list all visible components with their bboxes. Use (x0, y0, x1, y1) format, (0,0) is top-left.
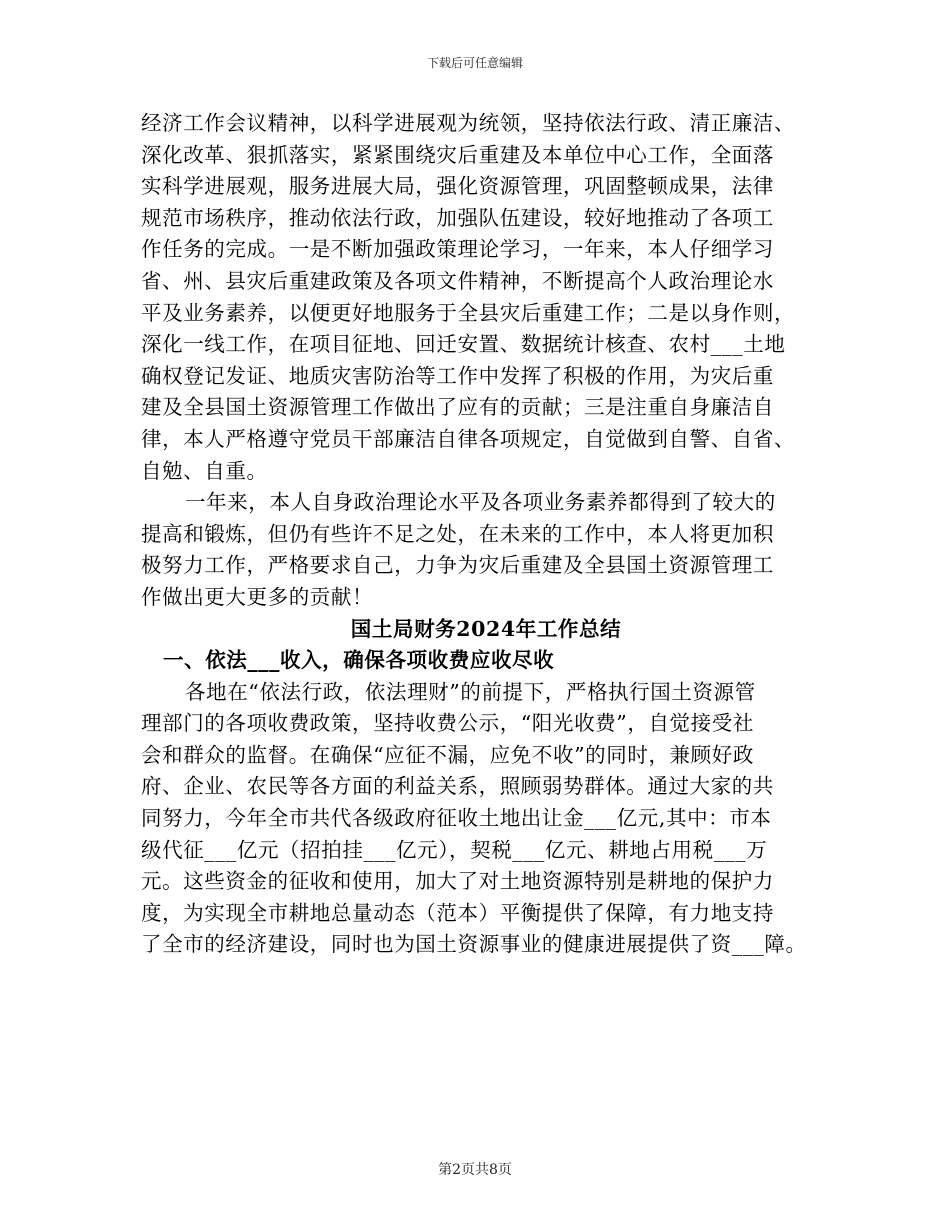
document-title: 国土局财务2024年工作总结 (350, 616, 622, 641)
header-note: 下载后可任意编辑 (426, 56, 523, 70)
body-paragraph-1: 经济工作会议精神，以科学进展观为统领，坚持依法行政、清正廉洁、 深化改革、狠抓落实，紧紧围绕灾后重建及本单位中心工作，全面落 实科学进展观，服务进展大局，强化资源管理，巩固整顿成果，法律 规范市场秩序，推动依法行政，加强队伍建设，较好地推动了各项工 作任务的完成。一是不断加强政策理论学习，一年来，本人仔细学习 省、州、县灾后重建政策及各项文件精神，不断提高个人政治理论水 平及业务素养，以便更好地服务于全县灾后重建工作；二是以身作则， 深化一线工作，在项目征地、回迁安置、数据统计核查、农村___土地 确权登记发证、地质灾害防治等工作中发挥了积极的作用，为灾后重 建及全县国土资源管理工作做出了应有的贡献；三是注重自身廉洁自 律，本人严格遵守党员干部廉洁自律各项规定，自觉做到自警、自省、 自勉、自重。 (141, 111, 796, 483)
body-paragraph-2: 一年来，本人自身政治理论水平及各项业务素养都得到了较大的 提高和锻炼，但仍有些许不足之处，在未来的工作中，本人将更加积 极努力工作，严格要求自己，力争为灾后重建及全县国土资源管理工 作做出更大更多的贡献！ (141, 490, 776, 609)
page-number: 第2页共8页 (438, 1162, 512, 1178)
section-heading: 一、依法___收入，确保各项收费应收尽收 (163, 648, 555, 673)
section-paragraph: 各地在“依法行政，依法理财”的前提下，严格执行国土资源管 理部门的各项收费政策，坚持收费公示，“阳光收费”，自觉接受社 会和群众的监督。在确保“应征不漏，应免不收”的同时，兼顾好政 府、企业、农民等各方面的利益关系，照顾弱势群体。通过大家的共 同努力，今年全市共代各级政府征收土地出让金___亿元,其中：市本 级代征___亿元（招拍挂___亿元），契税___亿元、耕地占用税___万 元。这些资金的征收和使用，加大了对土地资源特别是耕地的保护力 度，为实现全市耕地总量动态（范本）平衡提供了保障，有力地支持 了全市的经济建设，同时也为国土资源事业的健康进展提供了资___障。 (141, 679, 807, 957)
document-body (141, 108, 831, 961)
